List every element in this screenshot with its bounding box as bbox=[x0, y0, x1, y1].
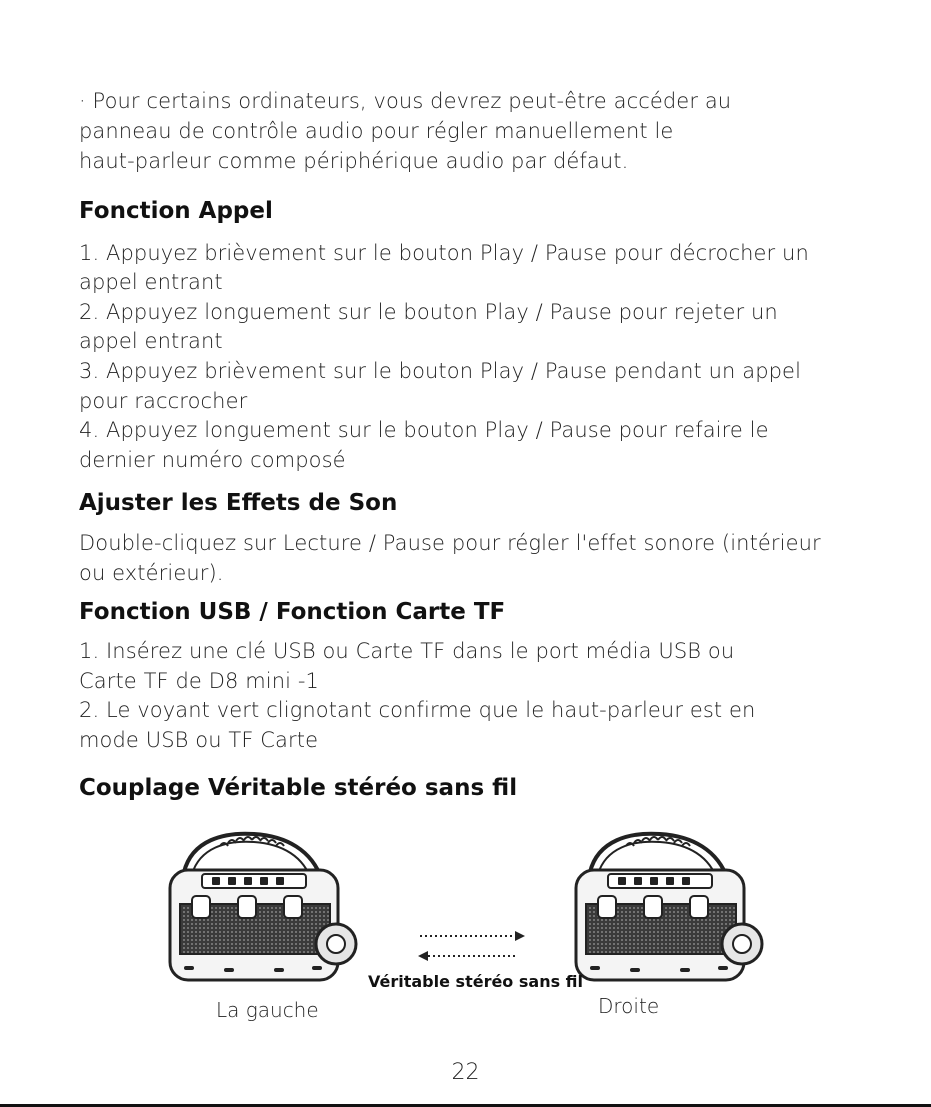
usb-line-1: 1. Insérez une clé USB ou Carte TF dans le port média USB ou bbox=[79, 639, 735, 663]
tws-link-label: Véritable stéréo sans fil bbox=[368, 972, 584, 991]
call-line-6: pour raccrocher bbox=[79, 389, 248, 413]
left-speaker-image bbox=[170, 834, 356, 980]
usb-line-3: 2. Le voyant vert clignotant confirme que le haut-parleur est en bbox=[79, 698, 756, 722]
usb-heading: Fonction USB / Fonction Carte TF bbox=[79, 599, 506, 625]
tws-diagram bbox=[0, 820, 931, 1030]
call-line-7: 4. Appuyez longuement sur le bouton Play / Pause pour refaire le bbox=[79, 418, 769, 442]
sound-heading: Ajuster les Effets de Son bbox=[79, 490, 398, 516]
sound-line-2: ou extérieur). bbox=[79, 561, 224, 585]
left-speaker-label: La gauche bbox=[216, 998, 319, 1022]
right-speaker-image bbox=[576, 834, 762, 980]
usb-line-4: mode USB ou TF Carte bbox=[79, 728, 319, 752]
page-number: 22 bbox=[451, 1060, 480, 1085]
intro-line-2: panneau de contrôle audio pour régler manuellement le bbox=[79, 119, 674, 143]
tws-heading: Couplage Véritable stéréo sans fil bbox=[79, 775, 518, 801]
pairing-arrows bbox=[418, 931, 525, 961]
tws-diagram-graphic bbox=[0, 820, 931, 1030]
intro-line-1: · Pour certains ordinateurs, vous devrez peut-être accéder au bbox=[79, 89, 732, 113]
call-line-1: 1. Appuyez brièvement sur le bouton Play / Pause pour décrocher un bbox=[79, 241, 809, 265]
call-line-4: appel entrant bbox=[79, 329, 223, 353]
usb-line-2: Carte TF de D8 mini -1 bbox=[79, 669, 319, 693]
intro-line-3: haut-parleur comme périphérique audio par défaut. bbox=[79, 149, 629, 173]
call-line-8: dernier numéro composé bbox=[79, 448, 346, 472]
call-line-5: 3. Appuyez brièvement sur le bouton Play / Pause pendant un appel bbox=[79, 359, 802, 383]
call-heading: Fonction Appel bbox=[79, 198, 273, 224]
call-line-3: 2. Appuyez longuement sur le bouton Play / Pause pour rejeter un bbox=[79, 300, 778, 324]
call-line-2: appel entrant bbox=[79, 270, 223, 294]
right-speaker-label: Droite bbox=[598, 994, 660, 1018]
sound-line-1: Double-cliquez sur Lecture / Pause pour régler l'effet sonore (intérieur bbox=[79, 531, 821, 555]
